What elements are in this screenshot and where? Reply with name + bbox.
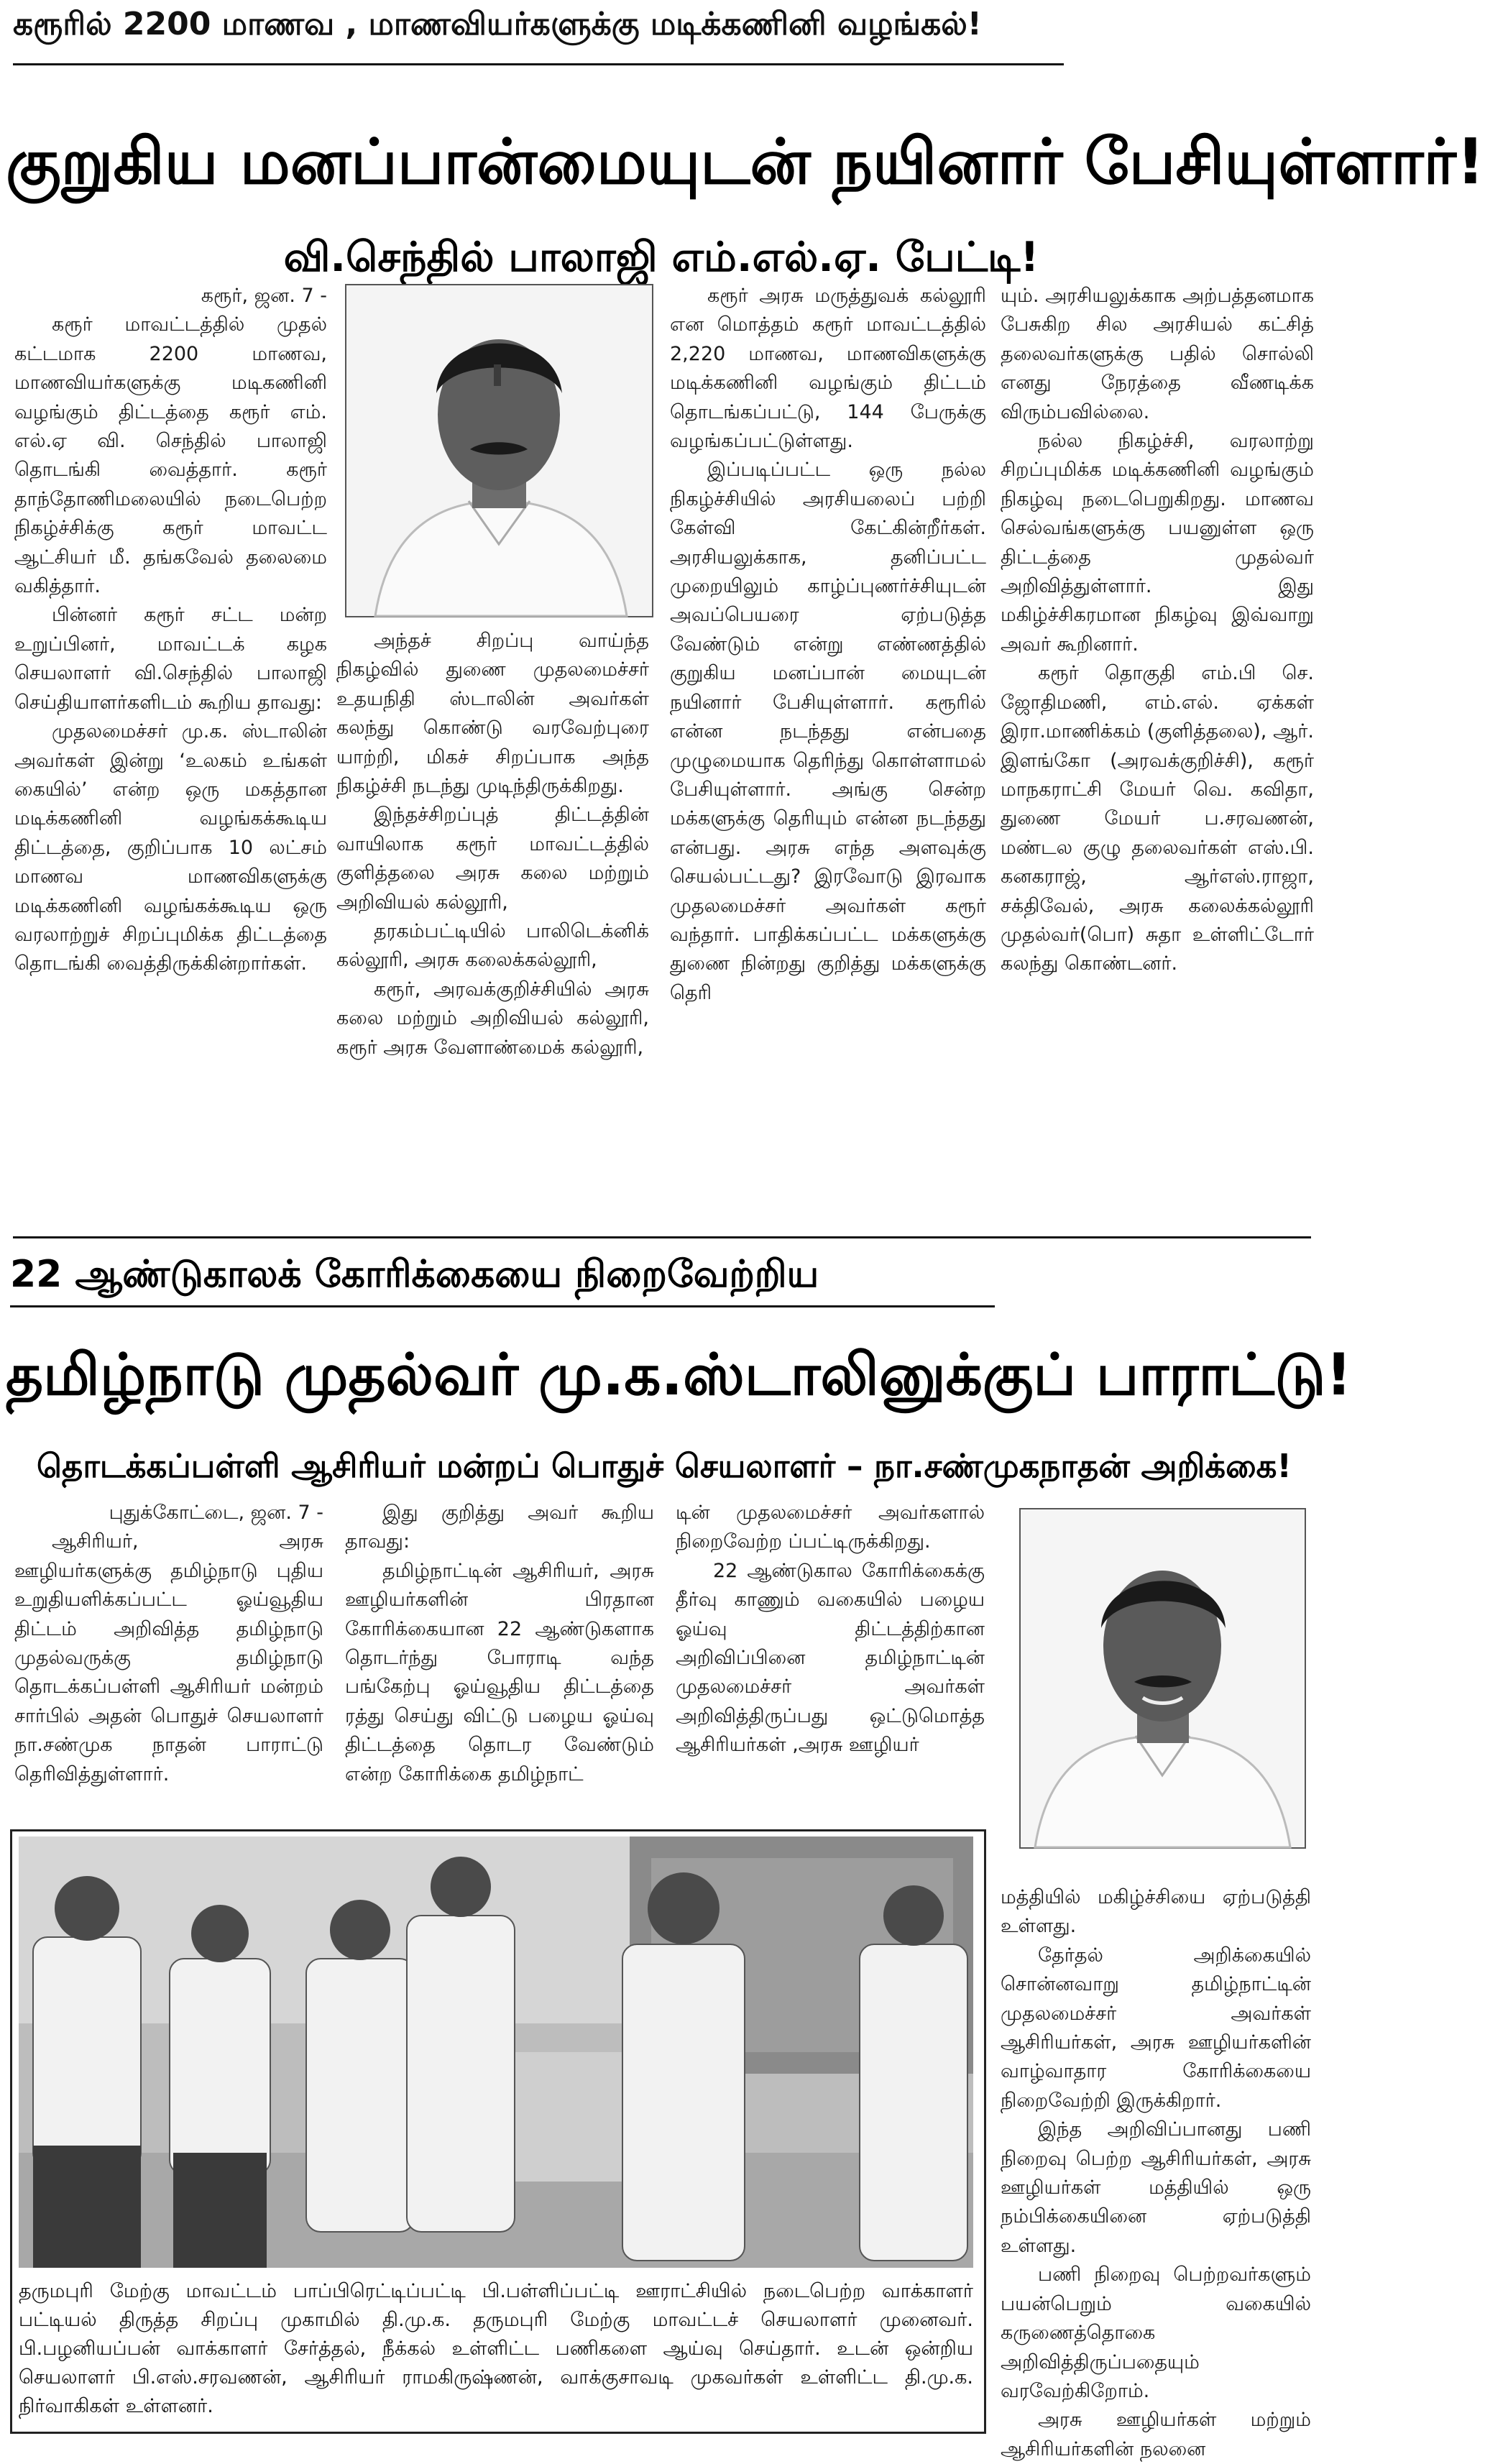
- paragraph: நல்ல நிகழ்ச்சி, வரலாற்று சிறப்புமிக்க மடிக்கணினி வழங்கும் நிகழ்வு நடைபெறுகிறது. மாணவ செல்வங்களுக்கு பயனுள்ள ஒரு திட்டத்தை முதல்வர் அறிவித்துள்ளார். இது மகிழ்ச்சிகரமான நிகழ்வு இவ்வாறு அவர் கூறினார்.: [1001, 430, 1314, 656]
- paragraph: ஆசிரியர், அரசு ஊழியர்களுக்கு தமிழ்நாடு புதிய உறுதியளிக்கப்பட்ட ஓய்வூதிய திட்டம் அறிவித்த தமிழ்நாடு முதல்வருக்கு தமிழ்நாடு தொடக்கப்பள்ளி ஆசிரியர் மன்றம் சார்பில் அதன் பொதுச் செயலாளர் நா.சண்முக நாதன் பாராட்டு தெரிவித்துள்ளார்.: [14, 1530, 323, 1785]
- paragraph: யும். அரசியலுக்காக அற்பத்தனமாக பேசுகிற சில அரசியல் கட்சித் தலைவர்களுக்கு பதில் சொல்லி எனது நேரத்தை வீணடிக்க விரும்பவில்லை.: [1001, 285, 1314, 423]
- event-photo: [19, 1836, 973, 2268]
- article1-subheadline: வி.செந்தில் பாலாஜி எம்.எல்.ஏ. பேட்டி!: [283, 234, 1039, 281]
- article1-column-1: [14, 282, 327, 979]
- portrait-photo-senthil-balaji: [345, 284, 653, 617]
- kicker-underline: [13, 63, 1064, 65]
- article2-column-2: [345, 1499, 654, 1789]
- paragraph: தமிழ்நாட்டின் ஆசிரியர், அரசு ஊழியர்களின் பிரதான கோரிக்கையான 22 ஆண்டுகளாக தொடர்ந்து போராடி வந்த பங்கேற்பு ஓய்வூதிய திட்டத்தை ரத்து செய்து விட்டு பழைய ஓய்வு திட்டத்தை தொடர வேண்டும் என்ற கோரிக்கை தமிழ்நாட்: [345, 1559, 654, 1785]
- paragraph: இப்படிப்பட்ட ஒரு நல்ல நிகழ்ச்சியில் அரசியலைப் பற்றி கேள்வி கேட்கின்றீர்கள். அரசியலுக்காக, தனிப்பட்ட முறையிலும் காழ்ப்புணர்ச்சியுடன் அவப்பெயரை ஏற்படுத்த வேண்டும் என்று எண்ணத்தில் குறுகிய மனப்பான் மையுடன் நயினார் பேசியுள்ளார். கரூரில் என்ன நடந்தது என்பதை முழுமையாக தெரிந்து கொள்ளாமல் பேசியுள்ளார். அங்கு சென்ற மக்களுக்கு தெரியும் என்ன நடந்தது என்பது. அரசு எந்த அளவுக்கு செயல்பட்டது? இரவோடு இரவாக முதலமைச்சர் அவர்கள் கரூர் வந்தார். பாதிக்கப்பட்ட மக்களுக்கு துணை நின்றது குறித்து மக்களுக்கு தெரி: [670, 459, 986, 1004]
- article2-headline: தமிழ்நாடு முதல்வர் மு.க.ஸ்டாலினுக்குப் பாராட்டு!: [6, 1341, 1352, 1408]
- paragraph: முதலமைச்சர் மு.க. ஸ்டாலின் அவர்கள் இன்று ‘உலகம் உங்கள் கையில்’ என்ற ஒரு மகத்தான மடிக்கணினி வழங்கக்கூடிய திட்டத்தை, குறிப்பாக 10 லட்சம் மாணவ மாணவிகளுக்கு மடிக்கணினி வழங்கக்கூடிய ஒரு வரலாற்றுச் சிறப்புமிக்க திட்டத்தை தொடங்கி வைத்திருக்கின்றார்கள்.: [14, 720, 327, 975]
- article2-column-3: [676, 1499, 985, 1760]
- article2-subheadline: தொடக்கப்பள்ளி ஆசிரியர் மன்றப் பொதுச் செயலாளர் – நா.சண்முகநாதன் அறிக்கை!: [37, 1447, 1292, 1485]
- kicker-underline-2: [10, 1305, 995, 1307]
- article1-column-2: [336, 627, 649, 1062]
- paragraph: கரூர் தொகுதி எம்.பி செ. ஜோதிமணி, எம்.எல். ஏக்கள் இரா.மாணிக்கம் (குளித்தலை), ஆர். இளங்கோ (அரவக்குறிச்சி), கரூர் மாநகராட்சி மேயர் வெ. கவிதா, துணை மேயர் ப.சரவணன், மண்டல குழு தலைவர்கள் எஸ்.பி. கனகராஜ், ஆர்எஸ்.ராஜா, சக்திவேல், அரசு கலைக்கல்லூரி முதல்வர்(பொ) சுதா உள்ளிட்டோர் கலந்து கொண்டனர்.: [1001, 662, 1314, 975]
- paragraph: கரூர் அரசு மருத்துவக் கல்லூரி என மொத்தம் கரூர் மாவட்டத்தில் 2,220 மாணவ, மாணவிகளுக்கு மடிக்கணினி வழங்கும் திட்டம் தொடங்கப்பட்டு, 144 பேருக்கு வழங்கப்பட்டுள்ளது.: [670, 285, 986, 453]
- paragraph: இந்தச்சிறப்புத் திட்டத்தின் வாயிலாக கரூர் மாவட்டத்தில் குளித்தலை அரசு கலை மற்றும் அறிவியல் கல்லூரி,: [336, 804, 649, 914]
- section-divider: [13, 1236, 1311, 1238]
- paragraph: அந்தச் சிறப்பு வாய்ந்த நிகழ்வில் துணை முதலமைச்சர் உதயநிதி ஸ்டாலின் அவர்கள் கலந்து கொண்டு வரவேற்புரை யாற்றி, மிகச் சிறப்பாக அந்த நிகழ்ச்சி நடந்து முடிந்திருக்கிறது.: [336, 630, 649, 798]
- article2-kicker: 22 ஆண்டுகாலக் கோரிக்கையை நிறைவேற்றிய: [10, 1253, 819, 1296]
- paragraph: 22 ஆண்டுகால கோரிக்கைக்கு தீர்வு காணும் வகையில் பழைய ஓய்வு திட்டத்திற்கான அறிவிப்பினை தமிழ்நாட்டின் முதலமைச்சர் அவர்கள் அறிவித்திருப்பது ஒட்டுமொத்த ஆசிரியர்கள் ,அரசு ஊழியர்: [676, 1559, 985, 1757]
- article2-column-4: [1001, 1883, 1311, 2464]
- paragraph: தேர்தல் அறிக்கையில் சொன்னவாறு தமிழ்நாட்டின் முதலமைச்சர் அவர்கள் ஆசிரியர்கள், அரசு ஊழியர்களின் வாழ்வாதார கோரிக்கையை நிறைவேற்றி இருக்கிறார்.: [1001, 1944, 1311, 2112]
- portrait-illustration: [346, 285, 652, 616]
- article1-kicker: கரூரில் 2200 மாணவ , மாணவியர்களுக்கு மடிக்கணினி வழங்கல்!: [13, 6, 982, 42]
- article1-column-3: [670, 282, 986, 1008]
- paragraph: தரகம்பட்டியில் பாலிடெக்னிக் கல்லூரி, அரசு கலைக்கல்லூரி,: [336, 920, 649, 972]
- article2-dateline: புதுக்கோட்டை, ஜன. 7 -: [109, 1502, 323, 1524]
- article1-headline: குறுகிய மனப்பான்மையுடன் நயினார் பேசியுள்ளார்!: [6, 125, 1485, 198]
- paragraph: கரூர் மாவட்டத்தில் முதல் கட்டமாக 2200 மாணவ, மாணவியர்களுக்கு மடிகணினி வழங்கும் திட்டத்தை கரூர் எம். எல்.ஏ வி. செந்தில் பாலாஜி தொடங்கி வைத்தார். கரூர் தாந்தோணிமலையில் நடைபெற்ற நிகழ்ச்சிக்கு கரூர் மாவட்ட ஆட்சியர் மீ. தங்கவேல் தலைமை வகித்தார்.: [14, 313, 327, 598]
- paragraph: டின் முதலமைச்சர் அவர்களால் நிறைவேற்ற ப்பட்டிருக்கிறது.: [676, 1502, 985, 1553]
- paragraph: மத்தியில் மகிழ்ச்சியை ஏற்படுத்தி உள்ளது.: [1001, 1886, 1311, 1938]
- portrait-illustration: [1021, 1509, 1305, 1847]
- photo-caption: தருமபுரி மேற்கு மாவட்டம் பாப்பிரெட்டிப்பட்டி பி.பள்ளிப்பட்டி ஊராட்சியில் நடைபெற்ற வாக்காளர் பட்டியல் திருத்த சிறப்பு முகாமில் தி.மு.க. தருமபுரி மேற்கு மாவட்டச் செயலாளர் முனைவர். பி.பழனியப்பன் வாக்காளர் சேர்த்தல், நீக்கல் உள்ளிட்ட பணிகளை ஆய்வு செய்தார். உடன் ஒன்றிய செயலாளர் பி.எஸ்.சரவணன், ஆசிரியர் ராமகிருஷ்ணன், வாக்குசாவடி முகவர்கள் உள்ளிட்ட தி.மு.க. நிர்வாகிகள் உள்ளனர்.: [19, 2280, 973, 2417]
- group-photo-illustration: [19, 1836, 973, 2268]
- article2-column-1: [14, 1499, 323, 1789]
- paragraph: பணி நிறைவு பெற்றவர்களும் பயன்பெறும் வகையில் கருணைத்தொகை அறிவித்திருப்பதையும் வரவேற்கிறோம்.: [1001, 2263, 1311, 2402]
- paragraph: இது குறித்து அவர் கூறிய தாவது:: [345, 1502, 654, 1553]
- paragraph: இந்த அறிவிப்பானது பணி நிறைவு பெற்ற ஆசிரியர்கள், அரசு ஊழியர்கள் மத்தியில் ஒரு நம்பிக்கையினை ஏற்படுத்தி உள்ளது.: [1001, 2118, 1311, 2257]
- paragraph: அரசு ஊழியர்கள் மற்றும் ஆசிரியர்களின் நலனை: [1001, 2409, 1311, 2460]
- portrait-photo-shanmuganathan: [1019, 1508, 1306, 1849]
- article1-dateline: கரூர், ஜன. 7 -: [201, 285, 327, 307]
- paragraph: கரூர், அரவக்குறிச்சியில் அரசு கலை மற்றும் அறிவியல் கல்லூரி, கரூர் அரசு வேளாண்மைக் கல்லூரி,: [336, 978, 649, 1059]
- article1-column-4: [1001, 282, 1314, 979]
- paragraph: பின்னர் கரூர் சட்ட மன்ற உறுப்பினர், மாவட்டக் கழக செயலாளர் வி.செந்தில் பாலாஜி செய்தியாளர்களிடம் கூறிய தாவது:: [14, 604, 327, 714]
